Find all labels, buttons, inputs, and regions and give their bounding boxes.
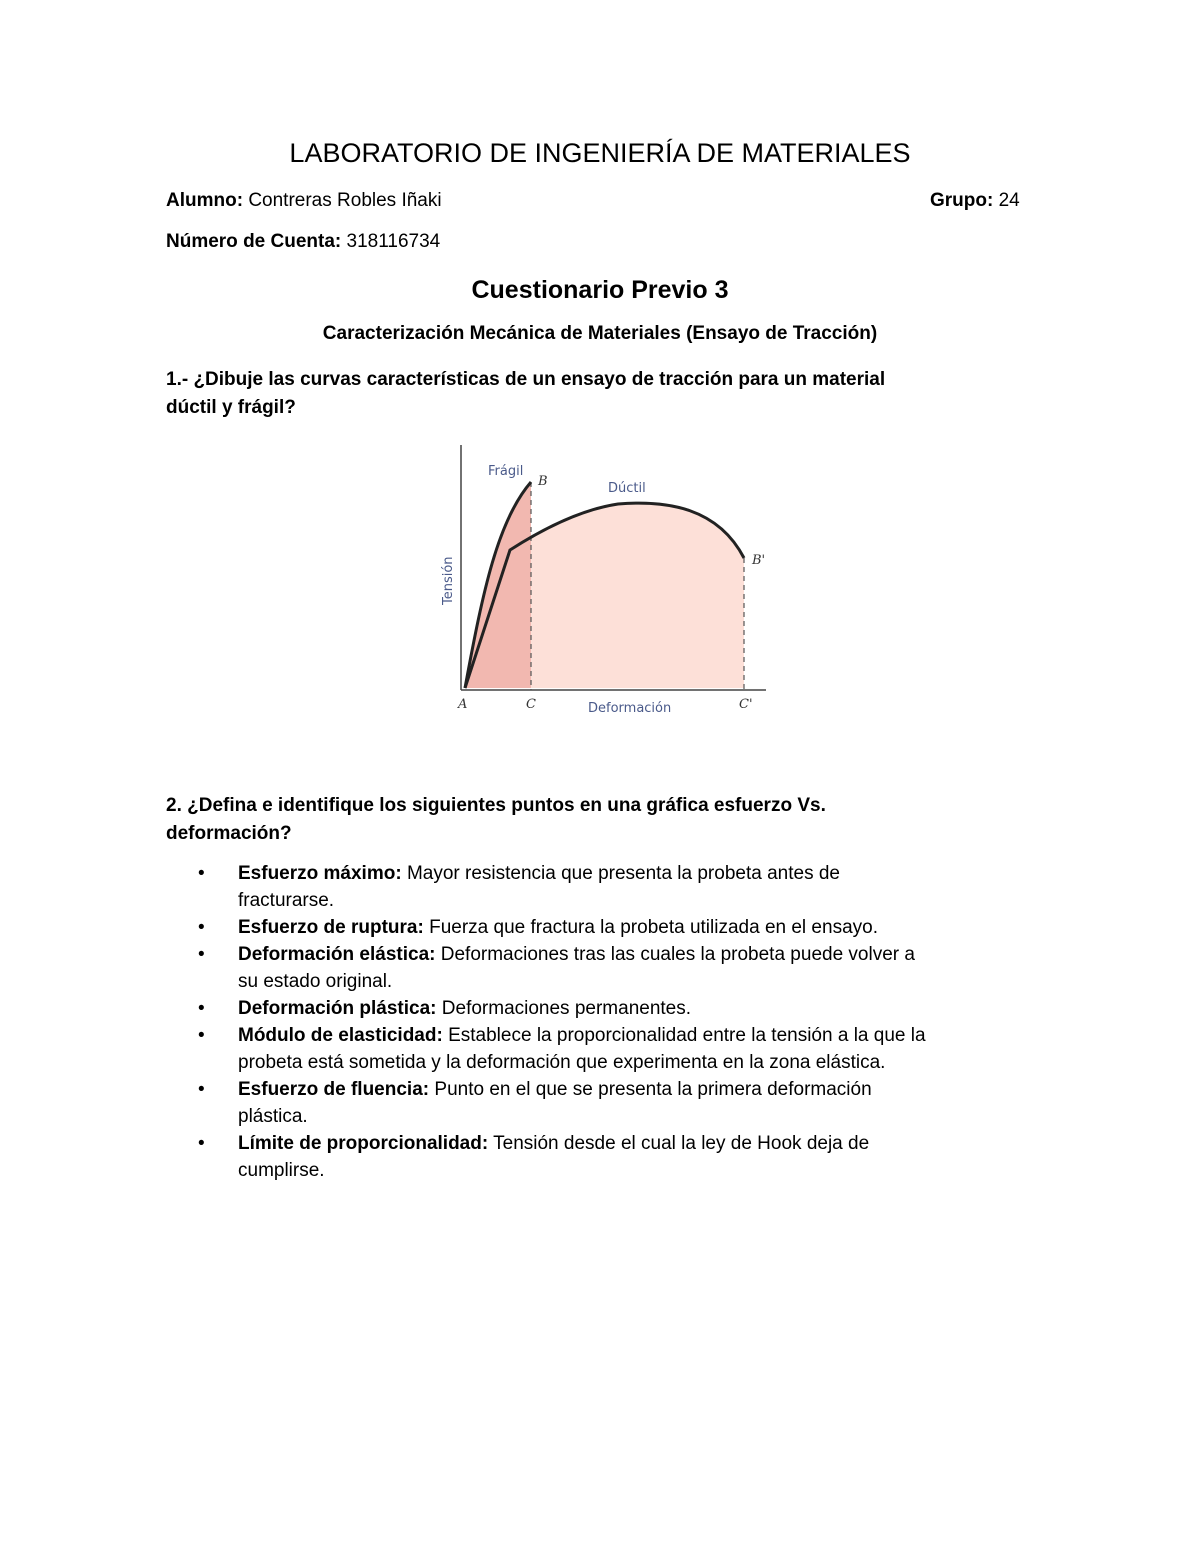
account-label: Número de Cuenta:: [166, 231, 342, 252]
quiz-subtitle: Caracterización Mecánica de Materiales (Ensayo de Tracción): [322, 323, 878, 344]
definition-text: Establece la proporcionalidad entre la tensión a la que la: [448, 1025, 926, 1046]
point-c-label: C: [526, 697, 536, 712]
group-label: Grupo:: [930, 190, 994, 211]
question-1-line-2: dúctil y frágil?: [166, 397, 296, 418]
point-b-prime-label: B': [752, 553, 766, 568]
list-item: [198, 1130, 1028, 1184]
definition-text-continued: cumplirse.: [238, 1160, 325, 1181]
list-item: [198, 914, 1028, 941]
definition-text: Fuerza que fractura la probeta utilizada en el ensayo.: [429, 917, 878, 938]
point-a-label: A: [458, 697, 468, 712]
question-2-line-2: deformación?: [166, 823, 292, 844]
definition-text-continued: plástica.: [238, 1106, 308, 1127]
bullet-icon: •: [198, 1079, 205, 1100]
student-name: Contreras Robles Iñaki: [248, 190, 442, 211]
stress-strain-diagram: [428, 440, 780, 720]
question-2: [166, 792, 1026, 848]
question-1: [166, 366, 1026, 422]
bullet-icon: •: [198, 998, 205, 1019]
definition-term: Módulo de elasticidad:: [238, 1025, 443, 1046]
stress-strain-figure: [428, 440, 780, 720]
bullet-icon: •: [198, 917, 205, 938]
definition-term: Esfuerzo máximo:: [238, 863, 402, 884]
x-axis-label: Deformación: [588, 701, 672, 716]
point-c-prime-label: C': [739, 697, 753, 712]
definition-term: Deformación elástica:: [238, 944, 436, 965]
quiz-title: Cuestionario Previo 3: [471, 276, 729, 304]
question-1-line-1: 1.- ¿Dibuje las curvas características de un ensayo de tracción para un material: [166, 369, 886, 390]
definition-text: Tensión desde el cual la ley de Hook deja de: [493, 1133, 870, 1154]
definition-term: Límite de proporcionalidad:: [238, 1133, 489, 1154]
account-row: [166, 231, 440, 253]
definition-text-continued: su estado original.: [238, 971, 393, 992]
list-item: [198, 941, 1028, 995]
definition-term: Esfuerzo de ruptura:: [238, 917, 424, 938]
y-axis-label: Tensión: [441, 556, 456, 605]
list-item: [198, 1022, 1028, 1076]
definition-text-continued: fracturarse.: [238, 890, 335, 911]
label-ductil: Dúctil: [608, 481, 646, 496]
question-2-line-1: 2. ¿Defina e identifique los siguientes puntos en una gráfica esfuerzo Vs.: [166, 795, 826, 816]
definition-term: Deformación plástica:: [238, 998, 437, 1019]
definition-text: Punto en el que se presenta la primera deformación: [434, 1079, 872, 1100]
definition-text: Deformaciones permanentes.: [441, 998, 692, 1019]
account-number: 318116734: [346, 231, 441, 252]
list-item: [198, 860, 1028, 914]
definition-text: Mayor resistencia que presenta la probeta antes de: [406, 863, 840, 884]
definitions-list: [198, 860, 1028, 1184]
bullet-icon: •: [198, 944, 205, 965]
student-row: [166, 190, 442, 212]
list-item: [198, 1076, 1028, 1130]
label-fragil: Frágil: [488, 464, 524, 479]
point-b-label: B: [538, 474, 548, 489]
definition-text-continued: probeta está sometida y la deformación que experimenta en la zona elástica.: [238, 1052, 886, 1073]
bullet-icon: •: [198, 1133, 205, 1154]
group-row: [930, 190, 1020, 212]
student-label: Alumno:: [166, 190, 244, 211]
page-title: LABORATORIO DE INGENIERÍA DE MATERIALES: [289, 138, 911, 168]
group-number: 24: [998, 190, 1020, 211]
bullet-icon: •: [198, 1025, 205, 1046]
definition-text: Deformaciones tras las cuales la probeta puede volver a: [440, 944, 915, 965]
bullet-icon: •: [198, 863, 205, 884]
definition-term: Esfuerzo de fluencia:: [238, 1079, 430, 1100]
list-item: [198, 995, 1028, 1022]
